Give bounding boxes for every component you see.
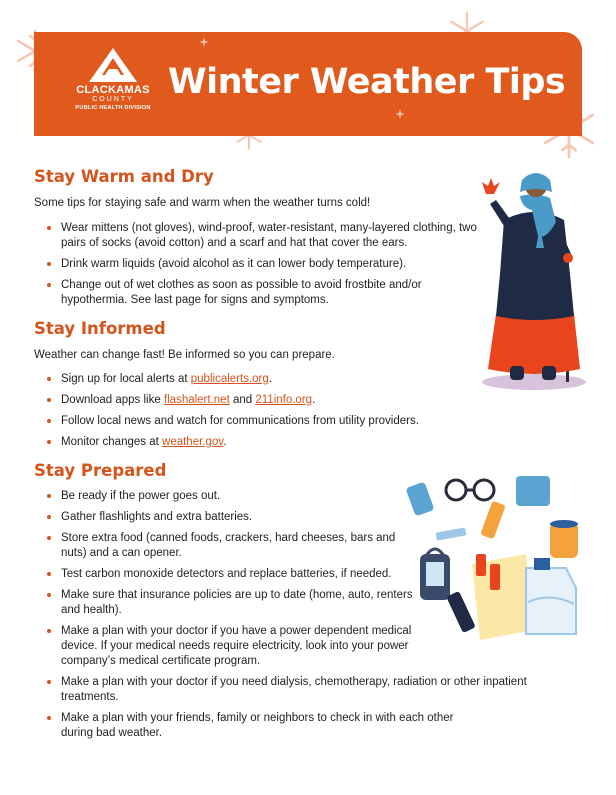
list-item: Make sure that insurance policies are up to date (home, auto, renters and health). [34,588,414,618]
publicalerts-link[interactable]: publicalerts.org [190,373,269,385]
list-item: Gather flashlights and extra batteries. [34,510,414,525]
clackamas-county-logo [58,46,168,126]
list-item: Be ready if the power goes out. [34,489,414,504]
logo-division: PUBLIC HEALTH DIVISION [75,105,151,111]
weather-gov-link[interactable]: weather.gov [162,436,224,448]
logo-county: COUNTY [92,96,134,103]
list-item: Make a plan with your doctor if you need dialysis, chemotherapy, radiation or other inpatient treatments. [34,675,564,705]
page-title: Winter Weather Tips [168,62,566,102]
section-intro-warm: Some tips for staying safe and warm when the weather turns cold! [34,197,371,209]
sparkle-icon [394,108,406,120]
section-heading-warm: Stay Warm and Dry [34,167,214,186]
list-item: Download apps like flashalert.net and 211info.org. [34,393,484,408]
section-heading-prepared: Stay Prepared [34,461,167,480]
list-item: Follow local news and watch for communications from utility providers. [34,414,484,429]
list-item: Wear mittens (not gloves), wind-proof, water-resistant, many-layered clothing, two pairs of socks (avoid cotton) and a scarf and hat that cover the ears. [34,221,484,251]
list-item: Make a plan with your friends, family or neighbors to check in with each other during bad weather. [34,711,484,741]
list-item: Test carbon monoxide detectors and replace batteries, if needed. [34,567,414,582]
list-item: Change out of wet clothes as soon as possible to avoid frostbite and/or hypothermia. See last page for signs and symptoms. [34,278,484,308]
section-heading-informed: Stay Informed [34,319,166,338]
winter-person-illustration [476,164,586,392]
211info-link[interactable]: 211info.org [255,394,313,406]
list-item: Sign up for local alerts at publicalerts.org. [34,372,484,387]
list-item: Store extra food (canned foods, crackers, hard cheeses, bars and nuts) and a can opener. [34,531,414,561]
informed-tips-list [34,372,484,456]
list-item: Make a plan with your doctor if you have a power dependent medical device. If your medical needs require electricity, look into your power company’s medical certificate program. [34,624,414,669]
header-banner [34,32,582,136]
emergency-supplies-illustration [406,472,588,644]
section-intro-informed: Weather can change fast! Be informed so you can prepare. [34,349,335,361]
mountain-logo-icon [87,46,139,84]
flashalert-link[interactable]: flashalert.net [163,394,230,406]
list-item: Drink warm liquids (avoid alcohol as it can lower body temperature). [34,257,484,272]
list-item: Monitor changes at weather.gov. [34,435,484,450]
warm-tips-list [34,221,484,314]
sparkle-icon [198,36,210,48]
logo-name: CLACKAMAS [76,84,150,96]
